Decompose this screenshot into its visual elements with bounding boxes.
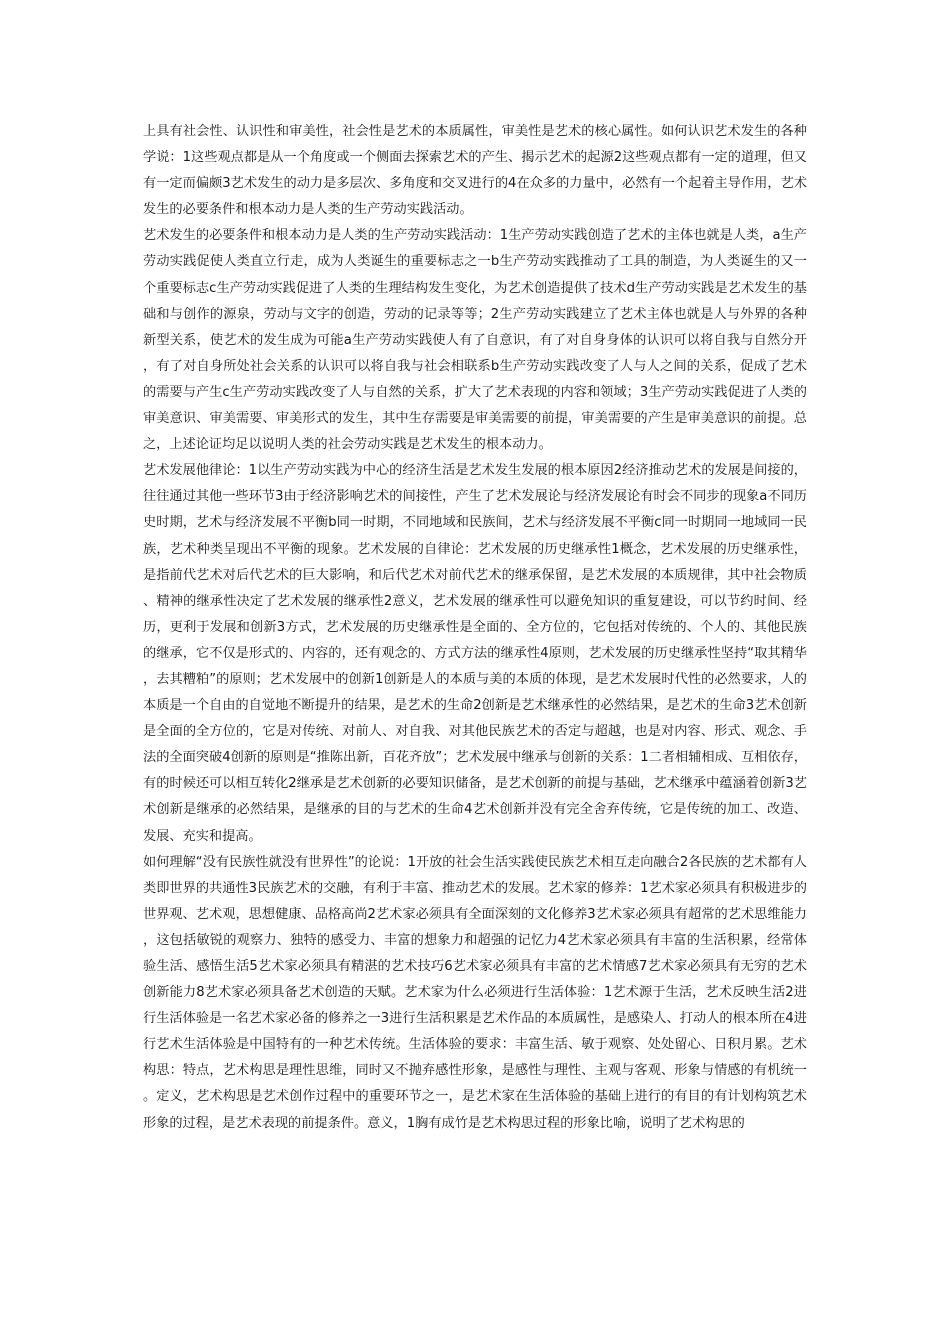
paragraph-3: 艺术发展他律论：1以生产劳动实践为中心的经济生活是艺术发生发展的根本原因2经济推动艺术的发展是间接的，往往通过其他一些环节3由于经济影响艺术的间接性，产生了艺术发展论与经济发展论有时会不同步的现象a不同历史时期，艺术与经济发展不平衡b同一时期，不同地域和民族间，艺术与经济发展不平衡c同一时期同一地域同一民族，艺术种类呈现出不平衡的现象。艺术发展的自律论：艺术发展的历史继承性1概念，艺术发展的历史继承性，是指前代艺术对后代艺术的巨大影响，和后代艺术对前代艺术的继承保留，是艺术发展的本质规律，其中社会物质、精神的继承性决定了艺术发展的继承性2意义，艺术发展的继承性可以避免知识的重复建设，可以节约时间、经历，更利于发展和创新3方式，艺术发展的历史继承性是全面的、全方位的，它包括对传统的、个人的、其他民族的继承，它不仅是形式的、内容的，还有观念的、方式方法的继承性4原则，艺术发展的历史继承性坚持“取其精华，去其糟粕”的原则；艺术发展中的创新1创新是人的本质与美的本质的体现，是艺术发展时代性的必然要求，人的本质是一个自由的自觉地不断提升的结果，是艺术的生命2创新是艺术继承性的必然结果，是艺术的生命3艺术创新是全面的全方位的，它是对传统、对前人、对自我、对其他民族艺术的否定与超越，也是对内容、形式、观念、手法的全面突破4创新的原则是“推陈出新，百花齐放”；艺术发展中继承与创新的关系：1二者相辅相成、互相依存，有的时候还可以相互转化2继承是艺术创新的必要知识储备，是艺术创新的前提与基础，艺术继承中蕴涵着创新3艺术创新是继承的必然结果，是继承的目的与艺术的生命4艺术创新并没有完全舍弃传统，它是传统的加工、改造、发展、充实和提高。 — [143, 463, 807, 844]
paragraph-4: 如何理解“没有民族性就没有世界性”的论说：1开放的社会生活实践使民族艺术相互走向融合2各民族的艺术都有人类即世界的共通性3民族艺术的交融，有利于丰富、推动艺术的发展。艺术家的修养：1艺术家必须具有积极进步的世界观、艺术观，思想健康、品格高尚2艺术家必须具有全面深刻的文化修养3艺术家必须具有超常的艺术思维能力，这包括敏锐的观察力、独特的感受力、丰富的想象力和超强的记忆力4艺术家必须具有丰富的生活积累，经常体验生活、感悟生活5艺术家必须具有精湛的艺术技巧6艺术家必须具有丰富的艺术情感7艺术家必须具有无穷的艺术创新能力8艺术家必须具备艺术创造的天赋。艺术家为什么必须进行生活体验：1艺术源于生活，艺术反映生活2进行生活体验是一名艺术家必备的修养之一3进行生活积累是艺术作品的本质属性，是感染人、打动人的根本所在4进行艺术生活体验是中国特有的一种艺术传统。生活体验的要求：丰富生活、敏于观察、处处留心、日积月累。艺术构思：特点，艺术构思是理性思维，同时又不抛弃感性形象，是感性与理性、主观与客观、形象与情感的有机统一。定义，艺术构思是艺术创作过程中的重要环节之一，是艺术家在生活体验的基础上进行的有目的有计划构筑艺术形象的过程，是艺术表现的前提条件。意义，1胸有成竹是艺术构思过程的形象比喻，说明了艺术构思的 — [143, 854, 807, 1131]
document-body — [143, 119, 807, 1137]
paragraph-2: 艺术发生的必要条件和根本动力是人类的生产劳动实践活动：1生产劳动实践创造了艺术的主体也就是人类，a生产劳动实践促使人类直立行走，成为人类诞生的重要标志之一b生产劳动实践推动了工具的制造，为人类诞生的又一个重要标志c生产劳动实践促进了人类的生理结构发生变化，为艺术创造提供了技术d生产劳动实践是艺术发生的基础和与创作的源泉，劳动与文字的创造，劳动的记录等等；2生产劳动实践建立了艺术主体也就是人与外界的各种新型关系，使艺术的发生成为可能a生产劳动实践使人有了自意识，有了对自身身体的认识可以将自我与自然分开，有了对自身所处社会关系的认识可以将自我与社会相联系b生产劳动实践改变了人与人之间的关系，促成了艺术的需要与产生c生产劳动实践改变了人与自然的关系，扩大了艺术表现的内容和领域；3生产劳动实践促进了人类的审美意识、审美需要、审美形式的发生，其中生存需要是审美需要的前提，审美需要的产生是审美意识的前提。总之，上述论证均足以说明人类的社会劳动实践是艺术发生的根本动力。 — [143, 228, 807, 453]
paragraph-1: 上具有社会性、认识性和审美性，社会性是艺术的本质属性，审美性是艺术的核心属性。如何认识艺术发生的各种学说：1这些观点都是从一个角度或一个侧面去探索艺术的产生、揭示艺术的起源2这些观点都有一定的道理，但又有一定而偏颇3艺术发生的动力是多层次、多角度和交叉进行的4在众多的力量中，必然有一个起着主导作用，艺术发生的必要条件和根本动力是人类的生产劳动实践活动。 — [143, 124, 807, 218]
